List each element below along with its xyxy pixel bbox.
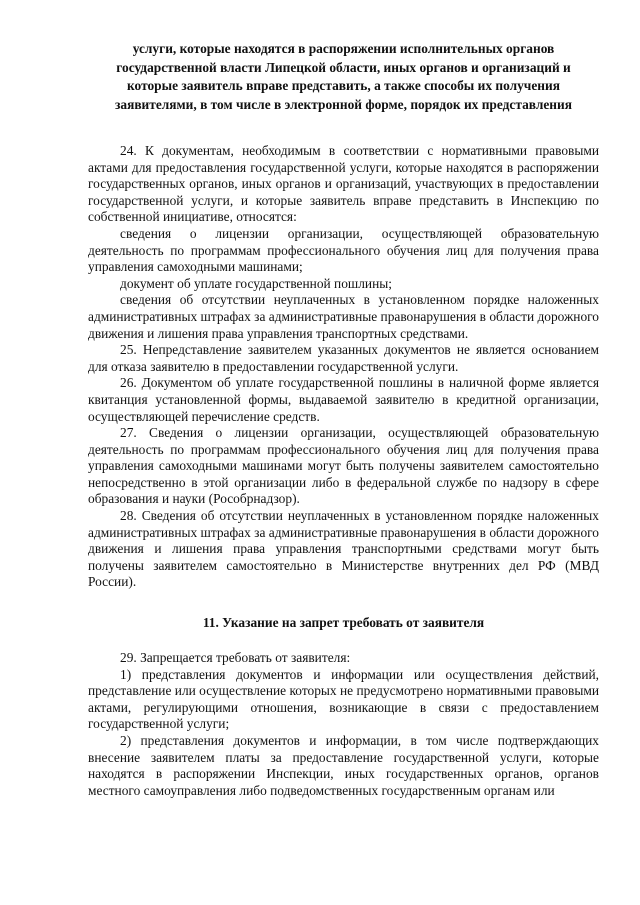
heading-line: заявителями, в том числе в электронной форме, порядок их представления [115, 96, 572, 112]
paragraph-29-item-1: 1) представления документов и информации или осуществления действий, представление или осуществление которых не предусмотрено нормативными правовыми актами, регулирующими отношения, возникающие в связи с предоставлением государственной услуги; [88, 666, 599, 732]
paragraph-29-item-2: 2) представления документов и информации, в том числе подтверждающих внесение заявителем платы за предоставление государственной услуги, которые находятся в распоряжении Инспекции, иных государственных органов, органов местного самоуправления либо подведомственных государственным органам или [88, 733, 599, 798]
paragraph-24: 24. К документам, необходимым в соответствии с нормативными правовыми актами для предоставления государственной услуги, которые находятся в распоряжении государственных органов, иных органов и организаций, участвующих в предоставлении государственной услуги, и которые заявитель вправе представить в Инспекцию по собственной инициативе, относятся: [88, 143, 599, 225]
heading-line: которые заявитель вправе представить, а также способы их получения [127, 78, 560, 93]
paragraph-27: 27. Сведения о лицензии организации, осуществляющей образовательную деятельность по программам профессионального обучения лиц для получения права управления самоходными машинами могут быть получены заявителем самостоятельно непосредственно в этой организации либо в федеральной службе по надзору в сфере образования и науки (Рособрнадзор). [88, 425, 599, 507]
paragraph-28: 28. Сведения об отсутствии неуплаченных в установленном порядке наложенных административных штрафах за административные правонарушения в области дорожного движения и лишения права управления транспортными средствами могут быть получены заявителем самостоятельно в Министерстве внутренних дел РФ (МВД России). [88, 508, 599, 590]
heading-line: государственной власти Липецкой области, иных органов и организаций и [116, 59, 571, 75]
paragraph-25: 25. Непредставление заявителем указанных документов не является основанием для отказа заявителю в предоставлении государственной услуги. [88, 342, 599, 374]
heading-line: услуги, которые находятся в распоряжении исполнительных органов [132, 41, 555, 56]
section-title: 11. Указание на запрет требовать от заявителя [202, 615, 485, 631]
paragraph-29: 29. Запрещается требовать от заявителя: [120, 650, 351, 666]
paragraph-26: 26. Документом об уплате государственной пошлины в наличной форме является квитанция установленной формы, выдаваемой заявителю в кредитной организации, осуществляющей перечисление средств. [88, 375, 599, 424]
document-page [88, 40, 599, 799]
document-body-part-2 [88, 650, 599, 799]
paragraph-fee-document: документ об уплате государственной пошлины; [120, 275, 392, 291]
paragraph-fines-info: сведения об отсутствии неуплаченных в установленном порядке наложенных административных штрафах за административные правонарушения в области дорожного движения и лишения права управления транспортных средствами. [88, 292, 599, 341]
section-heading [88, 40, 599, 114]
document-body-part-1 [88, 143, 599, 591]
paragraph-license-info: сведения о лицензии организации, осуществляющей образовательную деятельность по программам профессионального обучения лиц для получения права управления самоходными машинами; [88, 225, 599, 275]
